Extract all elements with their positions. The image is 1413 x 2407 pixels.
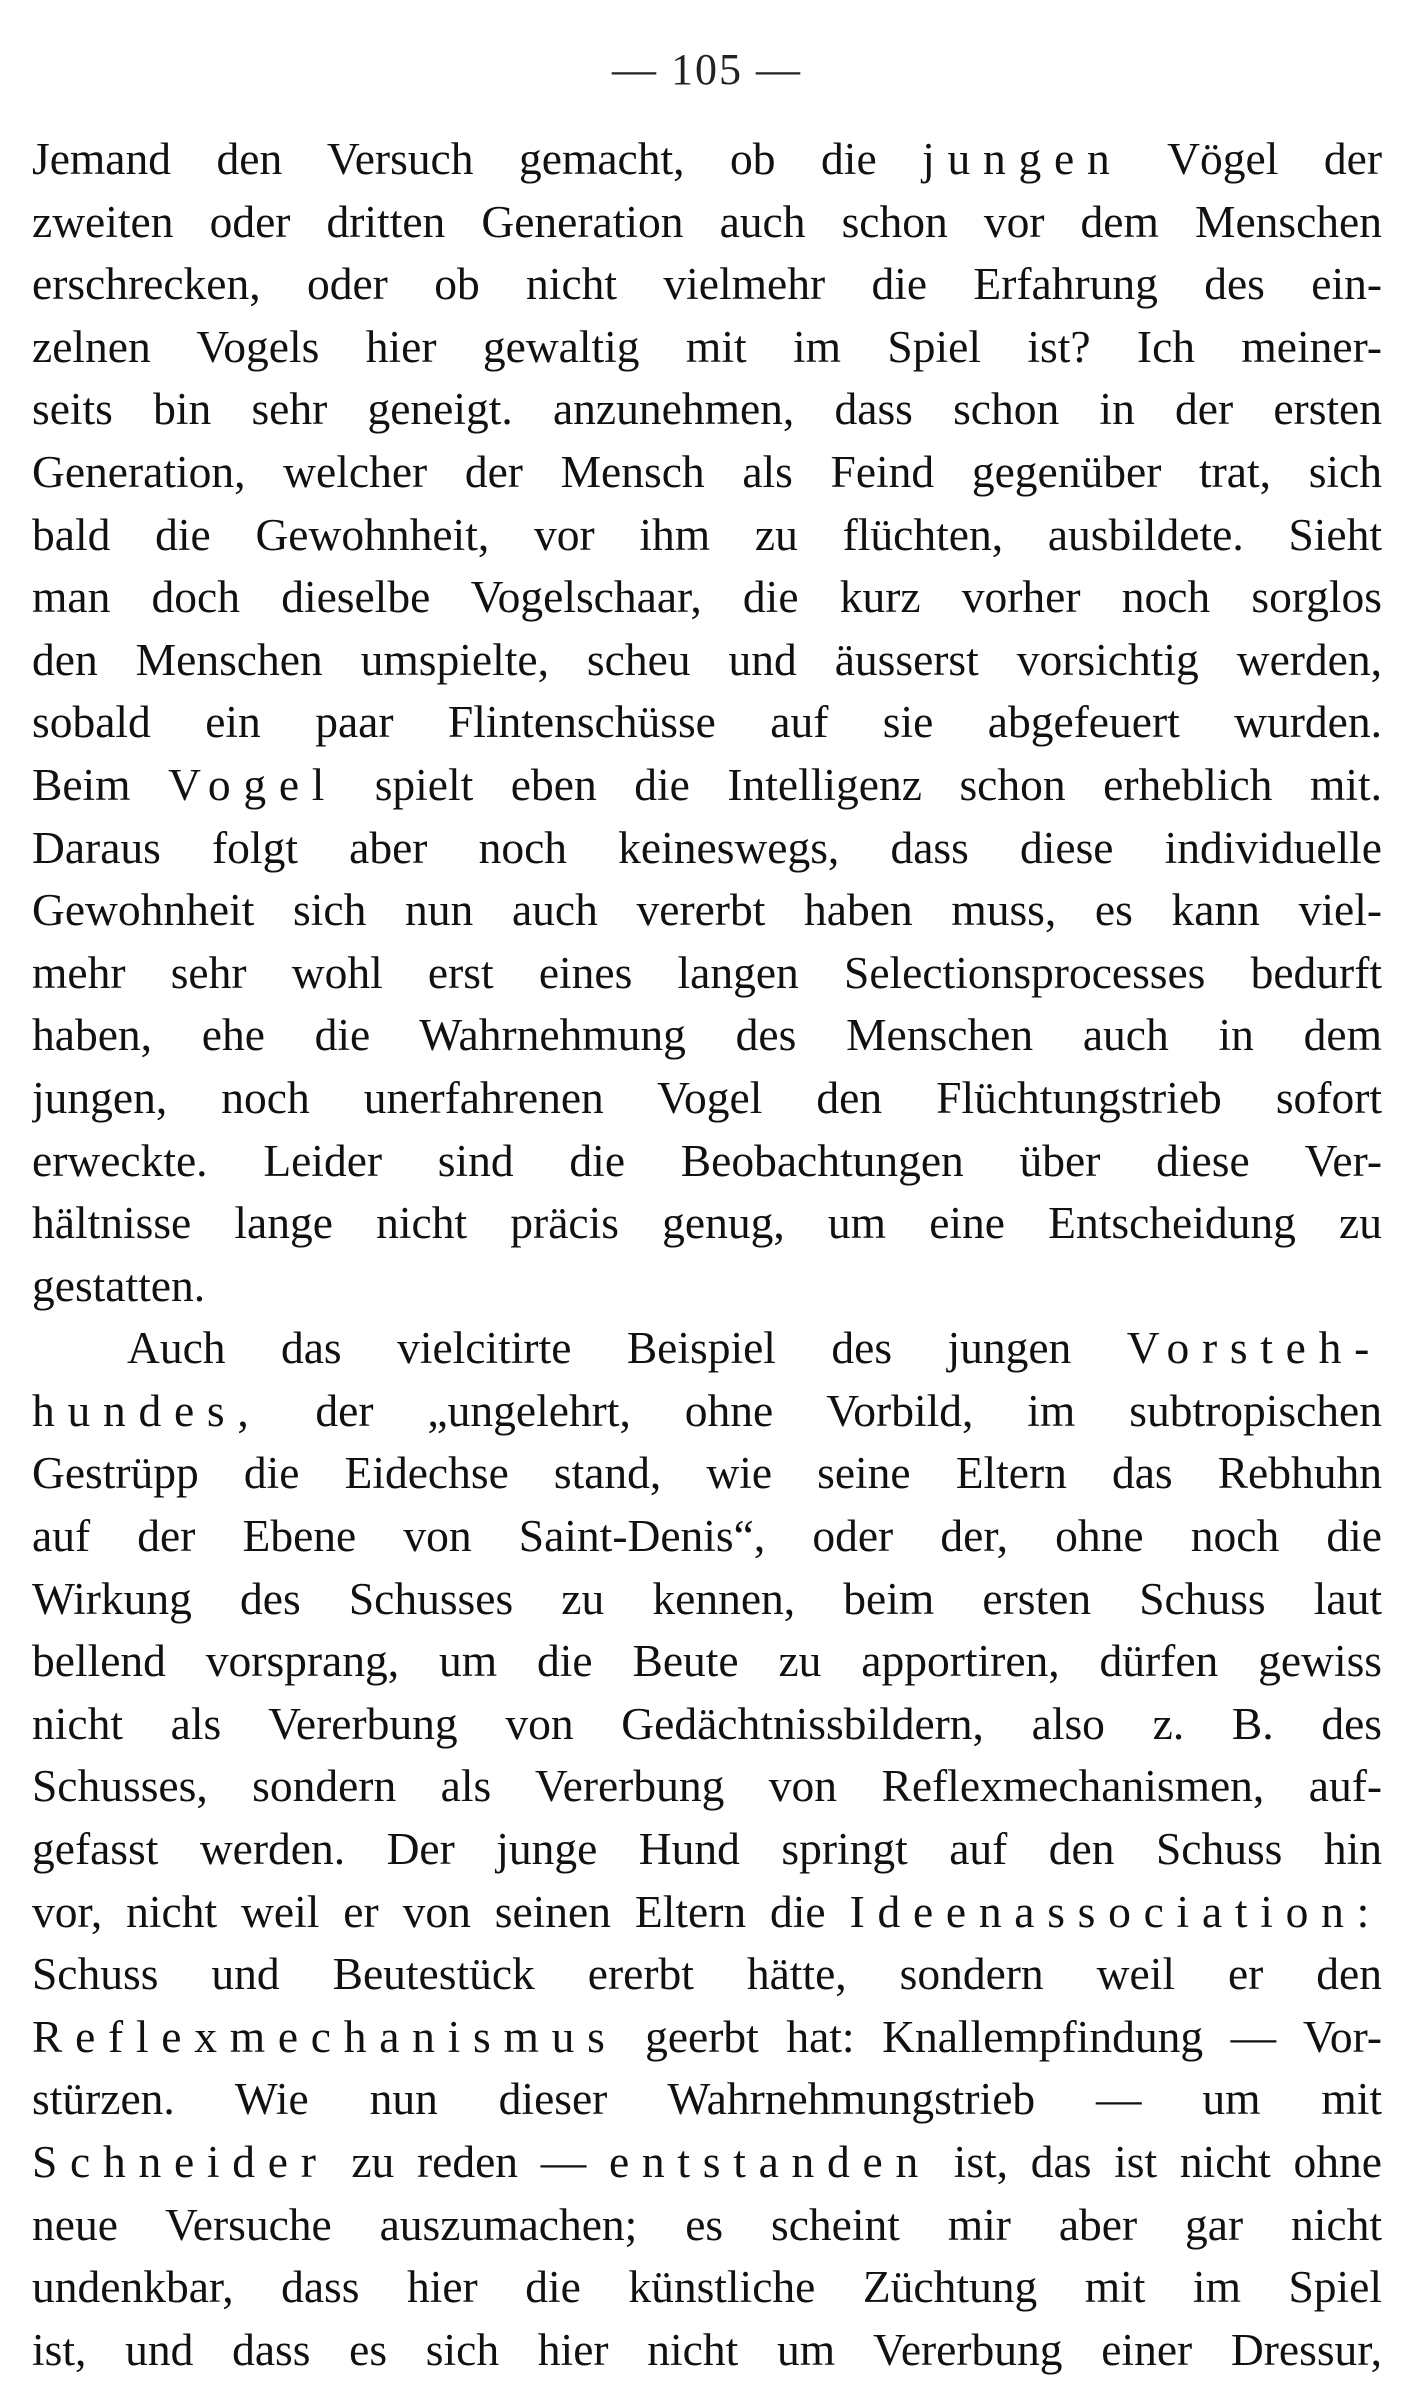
text-segment: gefasst werden. Der junge Hund springt auf den Schuss hin <box>32 1823 1382 1875</box>
spaced-emphasis-text: Schneider <box>32 2136 329 2187</box>
spaced-emphasis-text: Reflexmechanismus <box>32 2010 618 2062</box>
text-segment: mehr sehr wohl erst eines langen Selectionsprocesses bedurft <box>32 946 1382 998</box>
text-segment: undenkbar, dass hier die künstliche Züchtung mit im Spiel <box>32 2261 1382 2313</box>
text-line <box>32 942 1382 1005</box>
text-segment: Vögel der <box>1122 133 1382 184</box>
book-page <box>32 40 1382 2380</box>
text-line <box>32 879 1382 942</box>
text-line <box>32 1317 1382 1380</box>
text-segment: ist, und dass es sich hier nicht um Vererbung einer Dressur, <box>32 2323 1382 2375</box>
text-line <box>32 2131 1382 2194</box>
text-segment: stürzen. Wie nun dieser Wahrnehmungstrieb — um mit <box>32 2073 1382 2125</box>
spaced-emphasis-text: Vorsteh- <box>1126 1322 1382 1374</box>
text-line <box>32 629 1382 692</box>
text-line <box>32 1130 1382 1193</box>
text-line <box>32 316 1382 379</box>
text-line <box>32 1067 1382 1130</box>
text-segment: jungen, noch unerfahrenen Vogel den Flüchtungstrieb sofort <box>32 1071 1382 1123</box>
text-segment: Generation, welcher der Mensch als Feind gegenüber trat, sich <box>32 445 1382 497</box>
text-segment: auf der Ebene von Saint-Denis“, oder der, ohne noch die <box>32 1510 1382 1562</box>
text-segment: den Menschen umspielte, scheu und äusserst vorsichtig werden, <box>32 633 1382 685</box>
text-line <box>32 2194 1382 2257</box>
text-line <box>32 2256 1382 2319</box>
text-line <box>32 1505 1382 1568</box>
text-segment: man doch dieselbe Vogelschaar, die kurz vorher noch sorglos <box>32 571 1382 623</box>
text-segment: Wirkung des Schusses zu kennen, beim ersten Schuss laut <box>32 1572 1382 1624</box>
spaced-emphasis-text: hundes, <box>32 1384 262 1436</box>
text-segment: spielt eben die Intelligenz schon erheblich mit. <box>337 758 1382 810</box>
text-line <box>32 691 1382 754</box>
text-segment: Gestrüpp die Eidechse stand, wie seine Eltern das Rebhuhn <box>32 1447 1382 1499</box>
text-segment: Schusses, sondern als Vererbung von Reflexmechanismen, auf- <box>32 1760 1382 1812</box>
spaced-emphasis-text: Vogel <box>168 758 338 810</box>
text-segment: erschrecken, oder ob nicht vielmehr die Erfahrung des ein- <box>32 258 1382 310</box>
text-line <box>32 1255 1382 1318</box>
text-segment: Schuss und Beutestück ererbt hätte, sondern weil er den <box>32 1948 1382 2000</box>
text-line <box>32 2006 1382 2069</box>
text-segment: seits bin sehr geneigt. anzunehmen, dass schon in der ersten <box>32 383 1382 435</box>
text-segment: Daraus folgt aber noch keineswegs, dass diese individuelle <box>32 821 1382 873</box>
text-line <box>32 1380 1382 1443</box>
text-segment: Auch das vielcitirte Beispiel des jungen <box>127 1322 1127 1374</box>
text-line <box>32 378 1382 441</box>
text-segment: haben, ehe die Wahrnehmung des Menschen auch in dem <box>32 1009 1382 1061</box>
text-segment: bellend vorsprang, um die Beute zu apportiren, dürfen gewiss <box>32 1635 1382 1687</box>
text-line <box>32 504 1382 567</box>
text-line <box>32 1693 1382 1756</box>
text-segment: bald die Gewohnheit, vor ihm zu flüchten, ausbildete. Sieht <box>32 508 1382 560</box>
text-segment: Gewohnheit sich nun auch vererbt haben muss, es kann viel- <box>32 884 1382 936</box>
text-line <box>32 1881 1382 1944</box>
spaced-emphasis-text: jungen <box>922 133 1123 184</box>
text-line <box>32 2319 1382 2382</box>
spaced-emphasis-text: entstanden <box>608 2136 931 2187</box>
text-line <box>32 1192 1382 1255</box>
text-segment: gestatten. <box>32 1259 206 1311</box>
text-line <box>32 1943 1382 2006</box>
body-text <box>32 128 1382 2381</box>
text-segment: vor, nicht weil er von seinen Eltern die <box>32 1885 850 1937</box>
text-line <box>32 128 1382 191</box>
text-line <box>32 1630 1382 1693</box>
text-line <box>32 441 1382 504</box>
text-segment: erweckte. Leider sind die Beobachtungen über diese Ver- <box>32 1134 1382 1186</box>
text-line <box>32 1755 1382 1818</box>
text-segment: ist, das ist nicht ohne <box>930 2136 1382 2187</box>
text-line <box>32 2068 1382 2131</box>
text-line <box>32 754 1382 817</box>
text-line <box>32 191 1382 254</box>
text-segment: nicht als Vererbung von Gedächtnissbildern, also z. B. des <box>32 1697 1382 1749</box>
text-line <box>32 817 1382 880</box>
text-segment: hältnisse lange nicht präcis genug, um eine Entscheidung zu <box>32 1197 1382 1249</box>
text-segment: neue Versuche auszumachen; es scheint mir aber gar nicht <box>32 2198 1382 2250</box>
text-line <box>32 1442 1382 1505</box>
text-line <box>32 1004 1382 1067</box>
text-segment: zu reden — <box>328 2136 609 2187</box>
text-segment: zweiten oder dritten Generation auch schon vor dem Menschen <box>32 195 1382 247</box>
text-line <box>32 566 1382 629</box>
text-segment: zelnen Vogels hier gewaltig mit im Spiel ist? Ich meiner- <box>32 320 1382 372</box>
spaced-emphasis-text: Ideenassociation: <box>849 1885 1382 1937</box>
text-segment: Jemand den Versuch gemacht, ob die <box>32 133 923 184</box>
page-number: — 105 — <box>612 45 802 94</box>
text-line <box>32 253 1382 316</box>
text-segment: Beim <box>32 758 169 810</box>
text-segment: sobald ein paar Flintenschüsse auf sie abgefeuert wurden. <box>32 696 1382 748</box>
text-line <box>32 1568 1382 1631</box>
text-segment: der „ungelehrt, ohne Vorbild, im subtropischen <box>261 1384 1382 1436</box>
text-segment: geerbt hat: Knallempfindung — Vor- <box>617 2010 1382 2062</box>
text-line <box>32 1818 1382 1881</box>
